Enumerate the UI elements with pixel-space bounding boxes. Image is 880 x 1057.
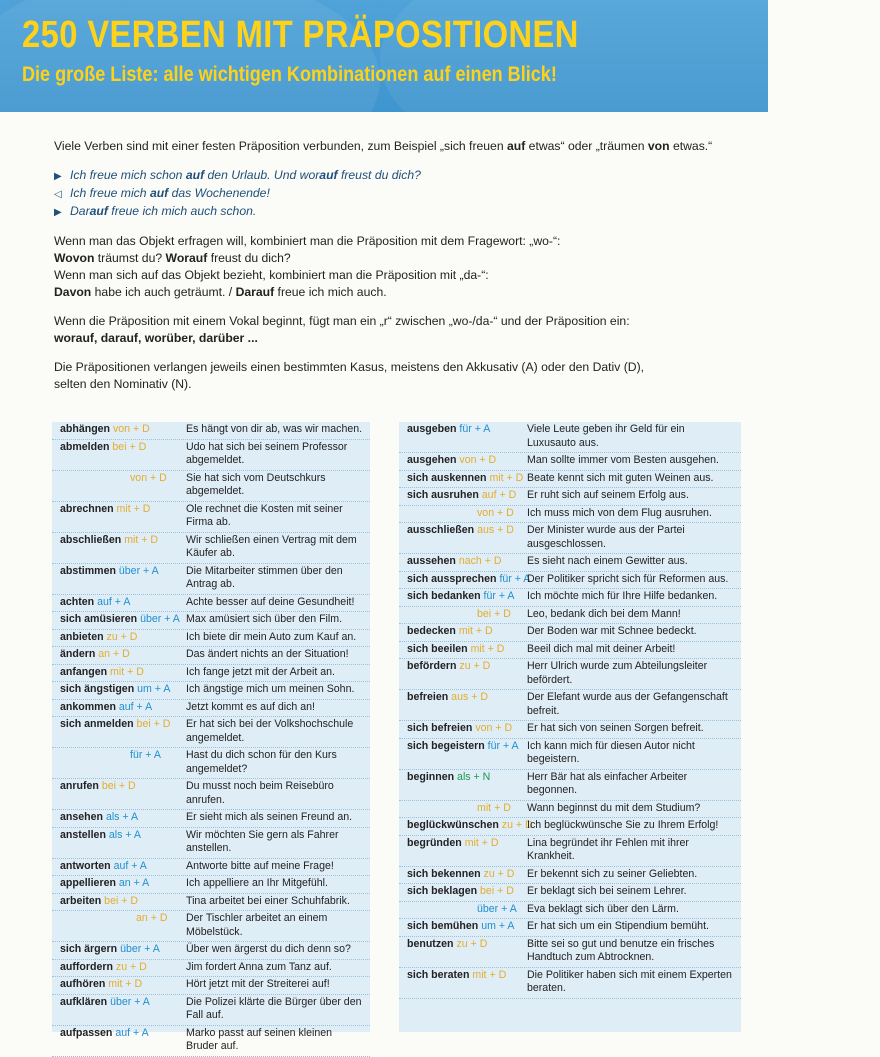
table-row <box>399 801 741 819</box>
preposition-label: bei + D <box>112 440 147 453</box>
verb-cell <box>52 472 186 499</box>
example-sentence: Ich möchte mich für Ihre Hilfe bedanken. <box>527 590 718 602</box>
example-sentence: Eva beklagt sich über den Lärm. <box>527 902 679 915</box>
table-row <box>52 894 370 912</box>
verb-cell <box>399 660 527 687</box>
vowel-rule: Wenn die Präposition mit einem Vokal beginnt, fügt man ein „r“ zwischen „wo-/da-“ und der Präposition ein: worauf, darauf, worüber, darüber ... <box>54 314 630 345</box>
verb-cell <box>399 572 531 587</box>
preposition-label: aus + D <box>451 691 488 703</box>
verb-cell <box>52 811 186 825</box>
example-sentence: Beate kennt sich mit guten Weinen aus. <box>527 471 714 484</box>
example-sentence: Hört jetzt mit der Streiterei auf! <box>186 978 330 990</box>
verb-cell <box>399 969 527 996</box>
table-row <box>52 647 370 665</box>
verb-cell <box>399 524 527 551</box>
verb-text: sich anmelden <box>60 718 134 730</box>
verb-cell <box>399 691 527 718</box>
example-sentence: Er sieht mich als seinen Freund an. <box>186 811 353 823</box>
triangle-left-icon: ◁ <box>54 189 62 200</box>
example-sentence: Herr Bär hat als einfacher Arbeiter begonnen. <box>527 770 688 796</box>
table-row <box>399 642 741 660</box>
example-sentence: Ich beglückwünsche Sie zu Ihrem Erfolg! <box>527 819 719 831</box>
verb-text: auffordern <box>60 960 113 973</box>
wo-da-explanation: Wenn man das Objekt erfragen will, kombiniert man die Präposition mit dem Fragewort: „wo-“: Wovon träumst du? Worauf freust du dich? Wenn man sich auf das Objekt bezieht, kombiniert man die Präposition mit „da-“: Davon habe ich auch geträumt. / Darauf freue ich mich auch. <box>54 234 561 299</box>
example-sentence: Ich appelliere an Ihr Mitgefühl. <box>186 877 328 889</box>
preposition-label: zu + D <box>501 819 533 831</box>
example-sentence: Achte besser auf deine Gesundheit! <box>186 595 355 608</box>
table-row <box>399 523 741 554</box>
intro-paragraph: Viele Verben sind mit einer festen Präposition verbunden, zum Beispiel „sich freuen auf etwas“ oder „träumen von etwas.“ <box>54 139 713 153</box>
example-sentence: Er bekennt sich zu seiner Geliebten. <box>527 867 698 880</box>
example-sentence: Herr Ulrich wurde zum Abteilungsleiter befördert. <box>527 660 708 686</box>
preposition-label: zu + D <box>106 630 138 643</box>
example-sentence: Ich ängstige mich um meinen Sohn. <box>186 683 355 695</box>
table-row <box>52 682 370 700</box>
verb-cell <box>52 996 186 1023</box>
verb-text: sich bemühen <box>407 920 479 932</box>
table-row <box>52 779 370 810</box>
verb-cell <box>52 961 186 975</box>
verb-cell <box>399 722 527 736</box>
verb-cell <box>52 912 186 939</box>
example-sentence: Hast du dich schon für den Kurs angemeldet? <box>186 749 337 775</box>
page-title: 250 VERBEN MIT PRÄPOSITIONEN <box>22 14 579 56</box>
table-row <box>52 942 370 960</box>
example-sentence: Max amüsiert sich über den Film. <box>186 613 343 625</box>
example-sentence: Er hat sich bei der Volkshochschule angemeldet. <box>186 718 354 744</box>
example-sentence: Über wen ärgerst du dich denn so? <box>186 943 351 955</box>
table-row <box>52 995 370 1026</box>
verb-text: beglückwünschen <box>407 819 499 831</box>
verb-text: befreien <box>407 691 449 703</box>
preposition-label: nach + D <box>458 555 502 567</box>
table-row <box>52 1026 370 1057</box>
table-row <box>399 488 741 506</box>
verb-cell <box>399 590 527 604</box>
preposition-label: als + A <box>105 811 139 823</box>
preposition-label: für + A <box>459 423 491 435</box>
preposition-label: über + A <box>477 902 517 915</box>
example-sentence: Die Politiker haben sich mit einem Experten beraten. <box>527 968 732 994</box>
preposition-label: von + D <box>477 506 514 519</box>
example-sentence: Ole rechnet die Kosten mit seiner Firma ab. <box>186 502 343 528</box>
example-sentence: Er hat sich von seinen Sorgen befreit. <box>527 722 704 734</box>
verb-text: beginnen <box>407 770 455 783</box>
example-sentence: Antworte bitte auf meine Frage! <box>186 859 334 872</box>
example-sentence: Du musst noch beim Reisebüro anrufen. <box>186 780 334 806</box>
verb-cell <box>399 885 527 899</box>
table-row <box>52 859 370 877</box>
preposition-label: zu + D <box>459 660 491 672</box>
verb-cell <box>52 895 186 909</box>
example-sentence: Die Mitarbeiter stimmen über den Antrag ab. <box>186 564 343 590</box>
example-list <box>54 167 744 221</box>
preposition-label: für + A <box>499 572 531 585</box>
example-line: ▶ Darauf freue ich mich auch schon. <box>54 203 744 221</box>
preposition-label: an + D <box>136 912 168 924</box>
verb-text: arbeiten <box>60 894 102 907</box>
verb-cell <box>399 472 527 486</box>
verb-text: abhängen <box>60 423 111 435</box>
example-sentence: Wir schließen einen Vertrag mit dem Käufer ab. <box>186 533 357 559</box>
example-line: ◁ Ich freue mich auf das Wochenende! <box>54 185 744 203</box>
example-sentence: Bitte sei so gut und benutze ein frisches Handtuch zum Abtrocknen. <box>527 937 715 963</box>
table-row <box>399 968 741 999</box>
preposition-label: mit + D <box>470 642 505 655</box>
verb-cell <box>399 454 527 468</box>
verb-cell <box>52 613 186 627</box>
table-row <box>399 739 741 770</box>
preposition-label: von + D <box>112 423 150 435</box>
example-sentence: Der Tischler arbeitet an einem Möbelstück. <box>186 912 328 938</box>
verb-cell <box>52 683 186 697</box>
verb-cell <box>399 555 527 569</box>
table-row <box>52 810 370 828</box>
preposition-label: mit + D <box>110 665 144 678</box>
verb-cell <box>52 666 186 680</box>
verb-text: abstimmen <box>60 564 116 577</box>
table-row <box>399 721 741 739</box>
page-subtitle: Die große Liste: alle wichtigen Kombinationen auf einen Blick! <box>22 63 557 86</box>
table-row <box>399 919 741 937</box>
table-row <box>52 630 370 648</box>
preposition-label: mit + D <box>458 625 493 637</box>
verb-text: sich befreien <box>407 722 473 734</box>
verb-text: sich aussprechen <box>407 572 497 585</box>
table-row <box>399 884 741 902</box>
example-sentence: Der Boden war mit Schnee bedeckt. <box>527 625 697 637</box>
table-row <box>399 471 741 489</box>
verb-text: achten <box>60 595 95 608</box>
table-row <box>399 572 741 590</box>
verb-text: sich bedanken <box>407 590 481 602</box>
example-sentence: Udo hat sich bei seinem Professor abgemeldet. <box>186 440 348 466</box>
preposition-label: auf + A <box>113 859 147 872</box>
verb-cell <box>52 534 186 561</box>
preposition-label: über + A <box>110 995 150 1008</box>
example-sentence: Es sieht nach einem Gewitter aus. <box>527 555 688 567</box>
example-sentence: Er ruht sich auf seinem Erfolg aus. <box>527 489 689 501</box>
preposition-label: über + A <box>120 943 160 955</box>
verb-cell <box>52 441 186 468</box>
table-row <box>52 612 370 630</box>
verb-text: ankommen <box>60 700 116 713</box>
verb-cell <box>52 701 186 715</box>
table-row <box>399 818 741 836</box>
preposition-label: um + A <box>137 683 171 695</box>
table-row <box>399 422 741 453</box>
preposition-label: bei + D <box>477 607 511 620</box>
table-row <box>52 564 370 595</box>
verb-cell <box>399 608 527 622</box>
preposition-label: für + A <box>130 749 161 761</box>
verb-text: anfangen <box>60 665 108 678</box>
example-sentence: Lina begründet ihr Fehlen mit ihrer Krankheit. <box>527 836 689 862</box>
verb-cell <box>52 596 186 610</box>
verb-text: sich auskennen <box>407 471 487 484</box>
verb-cell <box>399 423 527 450</box>
verb-text: befördern <box>407 660 457 672</box>
verb-cell <box>399 868 527 882</box>
verb-cell <box>399 740 527 767</box>
preposition-label: auf + D <box>481 489 517 501</box>
table-row <box>52 911 370 942</box>
table-row <box>399 453 741 471</box>
verb-cell <box>52 749 186 776</box>
verb-cell <box>52 423 186 437</box>
verb-cell <box>399 625 527 639</box>
table-row <box>52 422 370 440</box>
example-sentence: Marko passt auf seinen kleinen Bruder auf. <box>186 1026 333 1052</box>
verb-text: begründen <box>407 836 462 849</box>
table-row <box>52 700 370 718</box>
verb-cell <box>399 771 527 798</box>
table-row <box>52 440 370 471</box>
preposition-label: auf + A <box>115 1026 149 1039</box>
example-sentence: Er hat sich um ein Stipendium bemüht. <box>527 920 709 932</box>
verb-tables <box>52 422 742 1052</box>
preposition-label: bei + D <box>480 885 514 897</box>
verb-text: sich ängstigen <box>60 683 135 695</box>
verb-text: sich beraten <box>407 968 470 981</box>
table-row <box>399 770 741 801</box>
verb-cell <box>52 631 186 645</box>
example-sentence: Der Elefant wurde aus der Gefangenschaft befreit. <box>527 691 728 717</box>
preposition-label: als + A <box>108 828 141 841</box>
example-sentence: Wir möchten Sie gern als Fahrer anstellen. <box>186 828 339 854</box>
verb-text: ausschließen <box>407 524 475 536</box>
table-row <box>399 659 741 690</box>
verb-text: ansehen <box>60 811 103 823</box>
preposition-label: mit + D <box>477 801 511 814</box>
example-sentence: Ich kann mich für diesen Autor nicht begeistern. <box>527 739 695 765</box>
verb-table-right <box>399 422 741 1032</box>
example-sentence: Ich fange jetzt mit der Arbeit an. <box>186 665 335 678</box>
preposition-label: über + A <box>140 613 180 625</box>
example-sentence: Leo, bedank dich bei dem Mann! <box>527 607 681 620</box>
verb-text: sich beklagen <box>407 885 478 897</box>
intro-text <box>54 138 744 393</box>
table-row <box>52 502 370 533</box>
example-sentence: Er beklagt sich bei seinem Lehrer. <box>527 885 687 897</box>
preposition-label: an + D <box>98 648 130 660</box>
preposition-label: mit + D <box>489 471 524 484</box>
verb-text: benutzen <box>407 937 454 950</box>
table-row <box>52 977 370 995</box>
verb-text: ausgehen <box>407 454 457 466</box>
table-row <box>399 624 741 642</box>
verb-text: anbieten <box>60 630 104 643</box>
case-explanation: Die Präpositionen verlangen jeweils einen bestimmten Kasus, meistens den Akkusativ (A) oder den Dativ (D), selten den Nominativ (N). <box>54 360 645 391</box>
preposition-label: bei + D <box>104 894 139 907</box>
verb-cell <box>52 860 186 874</box>
verb-cell <box>52 503 186 530</box>
preposition-label: für + A <box>483 590 515 602</box>
example-sentence: Beeil dich mal mit deiner Arbeit! <box>527 642 676 655</box>
verb-text: anstellen <box>60 828 106 841</box>
verb-cell <box>399 819 533 833</box>
table-row <box>52 533 370 564</box>
table-row <box>52 876 370 894</box>
table-row <box>399 589 741 607</box>
table-row <box>399 690 741 721</box>
preposition-label: mit + D <box>124 533 159 546</box>
verb-text: sich amüsieren <box>60 613 138 625</box>
example-line: ▶ Ich freue mich schon auf den Urlaub. Und worauf freust du dich? <box>54 167 744 185</box>
verb-text: sich begeistern <box>407 739 485 752</box>
example-sentence: Jim fordert Anna zum Tanz auf. <box>186 960 332 973</box>
table-row <box>399 607 741 625</box>
verb-text: abrechnen <box>60 502 114 515</box>
preposition-label: mit + D <box>472 968 507 981</box>
table-row <box>52 665 370 683</box>
preposition-label: für + A <box>487 739 519 752</box>
preposition-label: auf + A <box>97 595 131 608</box>
verb-cell <box>52 565 186 592</box>
verb-cell <box>399 507 527 521</box>
verb-text: sich ärgern <box>60 943 118 955</box>
verb-cell <box>399 920 527 934</box>
example-sentence: Ich muss mich von dem Flug ausruhen. <box>527 506 712 519</box>
preposition-label: zu + D <box>456 937 488 950</box>
verb-cell <box>52 829 186 856</box>
verb-cell <box>399 938 527 965</box>
preposition-label: zu + D <box>483 867 515 880</box>
verb-cell <box>399 802 527 816</box>
table-row <box>399 937 741 968</box>
preposition-label: von + D <box>475 722 513 734</box>
verb-text: bedecken <box>407 625 456 637</box>
example-sentence: Ich biete dir mein Auto zum Kauf an. <box>186 630 357 643</box>
verb-cell <box>399 837 527 864</box>
verb-text: ausgeben <box>407 423 457 435</box>
verb-cell <box>399 643 527 657</box>
verb-cell <box>52 877 186 891</box>
table-row <box>399 554 741 572</box>
verb-text: aufklären <box>60 995 108 1008</box>
example-sentence: Sie hat sich vom Deutschkurs abgemeldet. <box>186 471 326 497</box>
preposition-label: mit + D <box>464 836 499 849</box>
verb-text: abschließen <box>60 533 122 546</box>
table-row <box>399 836 741 867</box>
verb-text: aufhören <box>60 978 106 990</box>
example-sentence: Der Politiker spricht sich für Reformen aus. <box>527 572 729 585</box>
verb-cell <box>52 780 186 807</box>
verb-text: sich ausruhen <box>407 489 479 501</box>
verb-text: antworten <box>60 859 111 872</box>
preposition-label: um + A <box>481 920 515 932</box>
table-row <box>399 506 741 524</box>
preposition-label: bei + D <box>101 780 136 792</box>
verb-cell <box>52 648 186 662</box>
example-sentence: Man sollte immer vom Besten ausgehen. <box>527 454 719 466</box>
table-row <box>52 717 370 748</box>
verb-cell <box>52 978 186 992</box>
verb-cell <box>399 903 527 917</box>
table-row <box>52 471 370 502</box>
verb-text: aufpassen <box>60 1026 113 1039</box>
header-banner <box>0 0 768 112</box>
example-sentence: Der Minister wurde aus der Partei ausgeschlossen. <box>527 524 685 550</box>
verb-text: appellieren <box>60 877 116 889</box>
verb-cell <box>52 718 186 745</box>
preposition-label: mit + D <box>116 502 151 515</box>
verb-cell <box>399 489 527 503</box>
preposition-label: bei + D <box>136 718 171 730</box>
preposition-label: als + N <box>457 770 491 783</box>
table-row <box>52 960 370 978</box>
triangle-right-icon: ▶ <box>54 171 62 182</box>
table-row <box>52 828 370 859</box>
example-sentence: Wann beginnst du mit dem Studium? <box>527 801 701 814</box>
example-sentence: Es hängt von dir ab, was wir machen. <box>186 423 363 435</box>
verb-table-left <box>52 422 370 1052</box>
verb-cell <box>52 943 186 957</box>
table-row <box>399 902 741 920</box>
verb-text: aussehen <box>407 555 456 567</box>
preposition-label: aus + D <box>477 524 514 536</box>
preposition-label: an + A <box>118 877 150 889</box>
verb-text: anrufen <box>60 780 99 792</box>
table-row <box>399 867 741 885</box>
preposition-label: auf + A <box>118 700 153 713</box>
example-sentence: Die Polizei klärte die Bürger über den Fall auf. <box>186 995 362 1021</box>
table-row <box>52 748 370 779</box>
example-sentence: Tina arbeitet bei einer Schuhfabrik. <box>186 894 350 907</box>
preposition-label: mit + D <box>108 978 143 990</box>
triangle-right-icon: ▶ <box>54 207 62 218</box>
preposition-label: zu + D <box>115 960 147 973</box>
preposition-label: über + A <box>118 564 159 577</box>
table-row <box>52 595 370 613</box>
preposition-label: von + D <box>459 454 497 466</box>
example-sentence: Jetzt kommt es auf dich an! <box>186 700 315 713</box>
preposition-label: von + D <box>130 471 167 484</box>
verb-text: sich bekennen <box>407 867 481 880</box>
verb-text: sich beeilen <box>407 642 468 655</box>
example-sentence: Das ändert nichts an der Situation! <box>186 648 349 660</box>
verb-text: ändern <box>60 648 96 660</box>
verb-text: abmelden <box>60 440 110 453</box>
verb-cell <box>52 1027 186 1054</box>
example-sentence: Viele Leute geben ihr Geld für ein Luxusauto aus. <box>527 423 685 449</box>
